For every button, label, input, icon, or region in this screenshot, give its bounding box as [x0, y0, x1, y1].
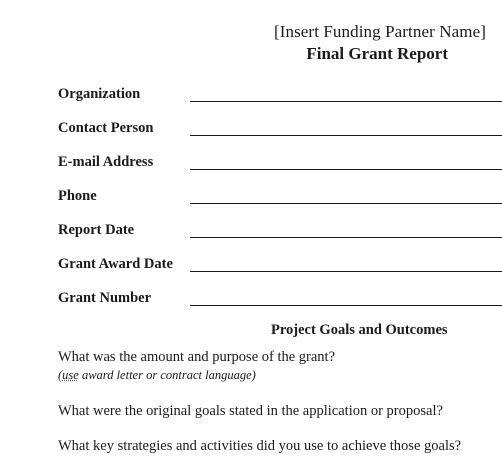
field-line[interactable]	[190, 101, 502, 102]
question-note	[58, 368, 256, 383]
partner-name-placeholder: [Insert Funding Partner Name]	[273, 22, 486, 41]
note-open-paren: (	[58, 368, 63, 382]
question-key-strategies: What key strategies and activities did you use to achieve those goals?	[58, 438, 462, 454]
form-field-email-address[interactable]	[58, 154, 502, 174]
note-prefix: use	[62, 368, 79, 382]
field-label: Grant Number	[58, 290, 152, 306]
section-heading: Project Goals and Outcomes	[271, 322, 448, 338]
field-line[interactable]	[190, 169, 502, 170]
field-line[interactable]	[190, 203, 502, 204]
question-original-goals: What were the original goals stated in the application or proposal?	[58, 403, 443, 419]
field-line[interactable]	[190, 271, 502, 272]
form-field-contact-person[interactable]	[58, 120, 502, 140]
page-title: Final Grant Report	[306, 44, 448, 63]
question-grant-purpose: What was the amount and purpose of the grant?	[58, 349, 336, 365]
field-label: Contact Person	[58, 120, 154, 136]
field-label: Grant Award Date	[58, 256, 173, 272]
field-label: Organization	[58, 86, 141, 102]
field-label: Phone	[58, 188, 97, 204]
form-field-organization[interactable]	[58, 86, 502, 106]
field-line[interactable]	[190, 305, 502, 306]
field-line[interactable]	[190, 135, 502, 136]
field-line[interactable]	[190, 237, 502, 238]
form-field-grant-award-date[interactable]	[58, 256, 502, 276]
form-field-grant-number[interactable]	[58, 290, 502, 310]
field-label: Report Date	[58, 222, 135, 238]
form-field-phone[interactable]	[58, 188, 502, 208]
form-field-report-date[interactable]	[58, 222, 502, 242]
note-rest: award letter or contract language)	[78, 368, 256, 382]
field-label: E-mail Address	[58, 154, 154, 170]
